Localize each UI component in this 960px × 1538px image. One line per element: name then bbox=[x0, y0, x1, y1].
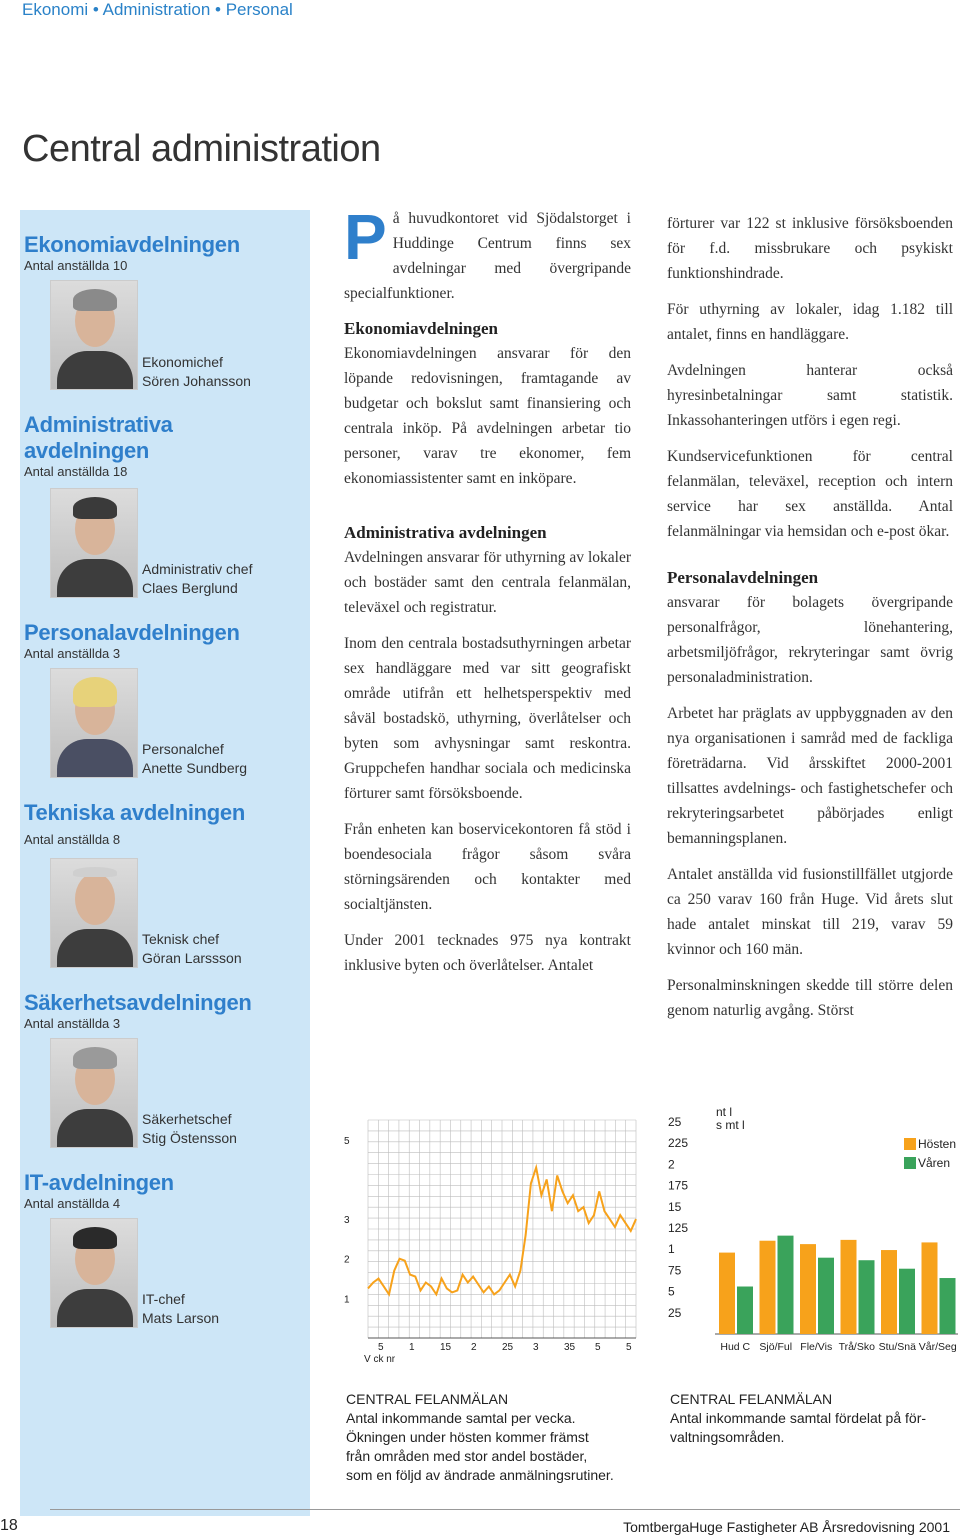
bar bbox=[719, 1253, 735, 1334]
dept-count: Antal anställda 4 bbox=[24, 1196, 121, 1211]
paragraph: Avdelningen hanterar också hyresinbetalningar samt statistik. Inkassohanteringen utförs i egen regi. bbox=[667, 362, 953, 429]
caption-line: från områden med stor andel bostäder, bbox=[346, 1448, 588, 1464]
role: Teknisk chef bbox=[142, 931, 220, 947]
x-tick-label: 2 bbox=[471, 1342, 477, 1353]
bar bbox=[737, 1287, 753, 1334]
legend-swatch bbox=[904, 1138, 916, 1150]
dept-it bbox=[24, 1170, 174, 1212]
caption-line: Antal inkommande samtal fördelat på för- bbox=[670, 1410, 927, 1426]
x-tick-label: 1 bbox=[409, 1342, 415, 1353]
portrait-photo bbox=[50, 858, 138, 968]
caption-line: valtningsområden. bbox=[670, 1429, 785, 1445]
x-tick-label: 35 bbox=[564, 1342, 576, 1353]
role: IT-chef bbox=[142, 1291, 185, 1307]
paragraph: Under 2001 tecknades 975 nya kontrakt inklusive byten och överlåtelser. Antalet bbox=[344, 932, 631, 974]
bar bbox=[899, 1269, 915, 1334]
bar bbox=[922, 1242, 938, 1334]
article-column-2 bbox=[667, 211, 953, 1034]
dept-count: Antal anställda 10 bbox=[24, 258, 128, 273]
category-label: Sjö/Ful bbox=[759, 1341, 793, 1353]
paragraph: Kundservicefunktionen för central felanmälan, televäxel, reception och intern service har sex anställda. Antal felanmälningar via hemsidan och e-post ökar. bbox=[667, 448, 953, 540]
portrait-photo bbox=[50, 1038, 138, 1148]
article-column-1 bbox=[344, 201, 631, 989]
y-tick-label: 2 bbox=[668, 1157, 675, 1172]
person-name: Göran Larssson bbox=[142, 950, 242, 966]
paragraph: Inom den centrala bostadsuthyrningen arbetar sex handläggare med var sitt geografiskt område utifrån ett helhetsperspektiv med såväl bostadskö, uthyrning, överlåtelser och byten som avhysningar samt reskontra. Gruppchefen handhar sociala och medicinska förturer samt försöksboende. bbox=[344, 635, 631, 802]
paragraph: ansvarar för bolagets övergripande personalfrågor, lönehantering, arbetsmiljöfrågor, rekryteringar samt övrig personaladministration. bbox=[667, 594, 953, 686]
section-heading: Ekonomiavdelningen bbox=[344, 319, 498, 338]
dept-count: Antal anställda 8 bbox=[24, 832, 121, 847]
category-label: Fle/Vis bbox=[800, 1341, 833, 1353]
x-tick-label: 25 bbox=[502, 1342, 514, 1353]
portrait-photo bbox=[50, 1218, 138, 1328]
y-tick-label: 5 bbox=[344, 1135, 350, 1147]
x-tick-label: 3 bbox=[533, 1342, 539, 1353]
page-title: Central administration bbox=[22, 128, 381, 170]
y-axis-label: nt l bbox=[716, 1105, 733, 1119]
category-label: Vår/Seg bbox=[918, 1341, 957, 1353]
line-chart bbox=[338, 1100, 638, 1370]
person-name: Anette Sundberg bbox=[142, 760, 248, 776]
paragraph: För uthyrning av lokaler, idag 1.182 till antalet, finns en handläggare. bbox=[667, 301, 953, 343]
dept-count: Antal anställda 3 bbox=[24, 1016, 121, 1031]
breadcrumb: Ekonomi • Administration • Personal bbox=[22, 0, 293, 19]
dept-name: Säkerhetsavdelningen bbox=[24, 990, 252, 1015]
paragraph: Personalminskningen skedde till större delen genom naturlig avgång. Störst bbox=[667, 977, 953, 1019]
y-tick-label: 3 bbox=[344, 1215, 350, 1227]
bar-chart bbox=[660, 1100, 960, 1360]
category-label: Stu/Snä bbox=[878, 1341, 916, 1353]
bar-chart-caption bbox=[670, 1390, 955, 1447]
x-axis-label: V ck nr bbox=[364, 1354, 396, 1365]
person-name: Mats Larson bbox=[142, 1310, 220, 1326]
paragraph: Ekonomiavdelningen ansvarar för den löpande redovisningen, framtagande av budgetar och bokslut samt finansiering och centrala inköp. På avdelningen arbetar tio personer, varav tre ekonomer, fem ekonomiassistenter samt en inköpare. bbox=[344, 345, 631, 487]
dept-name: IT-avdelningen bbox=[24, 1170, 174, 1195]
dept-administrativa bbox=[24, 412, 173, 480]
category-label: Hud C bbox=[720, 1341, 751, 1353]
y-tick-label: 175 bbox=[668, 1178, 689, 1193]
y-tick-label: 75 bbox=[668, 1263, 682, 1278]
section-heading: Administrativa avdelningen bbox=[344, 523, 547, 542]
legend-swatch bbox=[904, 1157, 916, 1169]
category-label: Trå/Sko bbox=[838, 1341, 875, 1353]
y-axis-label: s mt l bbox=[716, 1118, 745, 1132]
dept-head bbox=[142, 930, 242, 968]
legend-label: Hösten bbox=[918, 1137, 957, 1151]
dept-ekonomi bbox=[24, 232, 240, 274]
dept-count: Antal anställda 3 bbox=[24, 646, 121, 661]
x-tick-label: 15 bbox=[440, 1342, 452, 1353]
dept-tekniska bbox=[24, 800, 245, 848]
bar bbox=[881, 1250, 897, 1334]
x-tick-label: 5 bbox=[626, 1342, 632, 1353]
y-tick-label: 15 bbox=[668, 1199, 682, 1214]
dept-name: Tekniska avdelningen bbox=[24, 800, 246, 825]
y-tick-label: 5 bbox=[668, 1284, 675, 1299]
role: Ekonomichef bbox=[142, 354, 223, 370]
person-name: Stig Östensson bbox=[142, 1130, 237, 1146]
y-tick-label: 1 bbox=[668, 1242, 675, 1257]
dept-head bbox=[142, 740, 247, 778]
y-tick-label: 2 bbox=[344, 1254, 350, 1266]
legend-label: Våren bbox=[918, 1156, 951, 1170]
y-tick-label: 25 bbox=[668, 1115, 682, 1129]
person-name: Claes Berglund bbox=[142, 580, 238, 596]
caption-line: Antal inkommande samtal per vecka. bbox=[346, 1410, 576, 1426]
dept-sakerhet bbox=[24, 990, 252, 1032]
portrait-photo bbox=[50, 668, 138, 778]
dept-head bbox=[142, 353, 251, 391]
section-heading: Personalavdelningen bbox=[667, 568, 819, 587]
paragraph: förturer var 122 st inklusive försöksboenden för f.d. missbrukare och psykiskt funktionshindrade. bbox=[667, 215, 953, 282]
dept-count: Antal anställda 18 bbox=[24, 464, 128, 479]
bar bbox=[778, 1236, 794, 1334]
dept-name: Personalavdelningen bbox=[24, 620, 240, 645]
x-tick-label: 5 bbox=[595, 1342, 601, 1353]
drop-cap: P bbox=[344, 201, 387, 273]
caption-line: Ökningen under hösten kommer främst bbox=[346, 1429, 589, 1445]
bar bbox=[760, 1241, 776, 1334]
x-tick-label: 5 bbox=[378, 1342, 384, 1353]
footer-divider bbox=[50, 1509, 960, 1510]
intro-text: å huvudkontoret vid Sjödalstorget i Huddinge Centrum finns sex avdelningar med övergripande specialfunktioner. bbox=[344, 210, 631, 302]
paragraph: Från enheten kan boservicekontoren få stöd i boendesociala frågor såsom svåra störningsärenden och kontakter med socialtjänsten. bbox=[344, 821, 631, 913]
caption-title: CENTRAL FELANMÄLAN bbox=[346, 1391, 509, 1407]
dept-head bbox=[142, 1290, 219, 1328]
y-tick-label: 1 bbox=[344, 1294, 350, 1306]
dept-head bbox=[142, 1110, 237, 1148]
page-number: 18 bbox=[0, 1517, 18, 1534]
line-chart-caption bbox=[346, 1390, 646, 1485]
dept-head bbox=[142, 560, 252, 598]
bar bbox=[859, 1260, 875, 1334]
role: Administrativ chef bbox=[142, 561, 253, 577]
paragraph: Antalet anställda vid fusionstillfället utgjorde ca 250 varav 160 från Huge. Vid årets slut hade antalet minskat till 219, varav 59 kvinnor och 160 män. bbox=[667, 866, 953, 958]
dept-name-line2: avdelningen bbox=[24, 438, 150, 463]
y-tick-label: 125 bbox=[668, 1221, 689, 1235]
y-tick-label: 225 bbox=[668, 1136, 689, 1151]
portrait-photo bbox=[50, 488, 138, 598]
bar bbox=[841, 1240, 857, 1334]
role: Säkerhetschef bbox=[142, 1111, 232, 1127]
paragraph: Arbetet har präglats av uppbyggnaden av den nya organisationen i samråd med de fackliga företrädarna. Vid årsskiftet 2000-2001 tillsattes avdelnings- och fastighetschefer och rekryteringsarbetet påbörjades enligt bemanningsplanen. bbox=[667, 705, 953, 847]
dept-personal bbox=[24, 620, 240, 662]
paragraph: Avdelningen ansvarar för uthyrning av lokaler och bostäder samt den centrala felanmälan, televäxel och registratur. bbox=[344, 549, 631, 616]
dept-name: Ekonomiavdelningen bbox=[24, 232, 240, 257]
portrait-photo bbox=[50, 280, 138, 390]
caption-line: som en följd av ändrade anmälningsrutiner. bbox=[346, 1467, 614, 1483]
bar bbox=[800, 1244, 816, 1334]
bar bbox=[818, 1258, 834, 1334]
bar bbox=[940, 1278, 956, 1334]
publication-title: TomtbergaHuge Fastigheter AB Årsredovisning 2001 bbox=[623, 1519, 950, 1535]
dept-name-line1: Administrativa bbox=[24, 412, 173, 437]
caption-title: CENTRAL FELANMÄLAN bbox=[670, 1391, 833, 1407]
person-name: Sören Johansson bbox=[142, 373, 251, 389]
y-tick-label: 25 bbox=[668, 1305, 682, 1320]
role: Personalchef bbox=[142, 741, 224, 757]
department-sidebar bbox=[20, 210, 310, 1516]
